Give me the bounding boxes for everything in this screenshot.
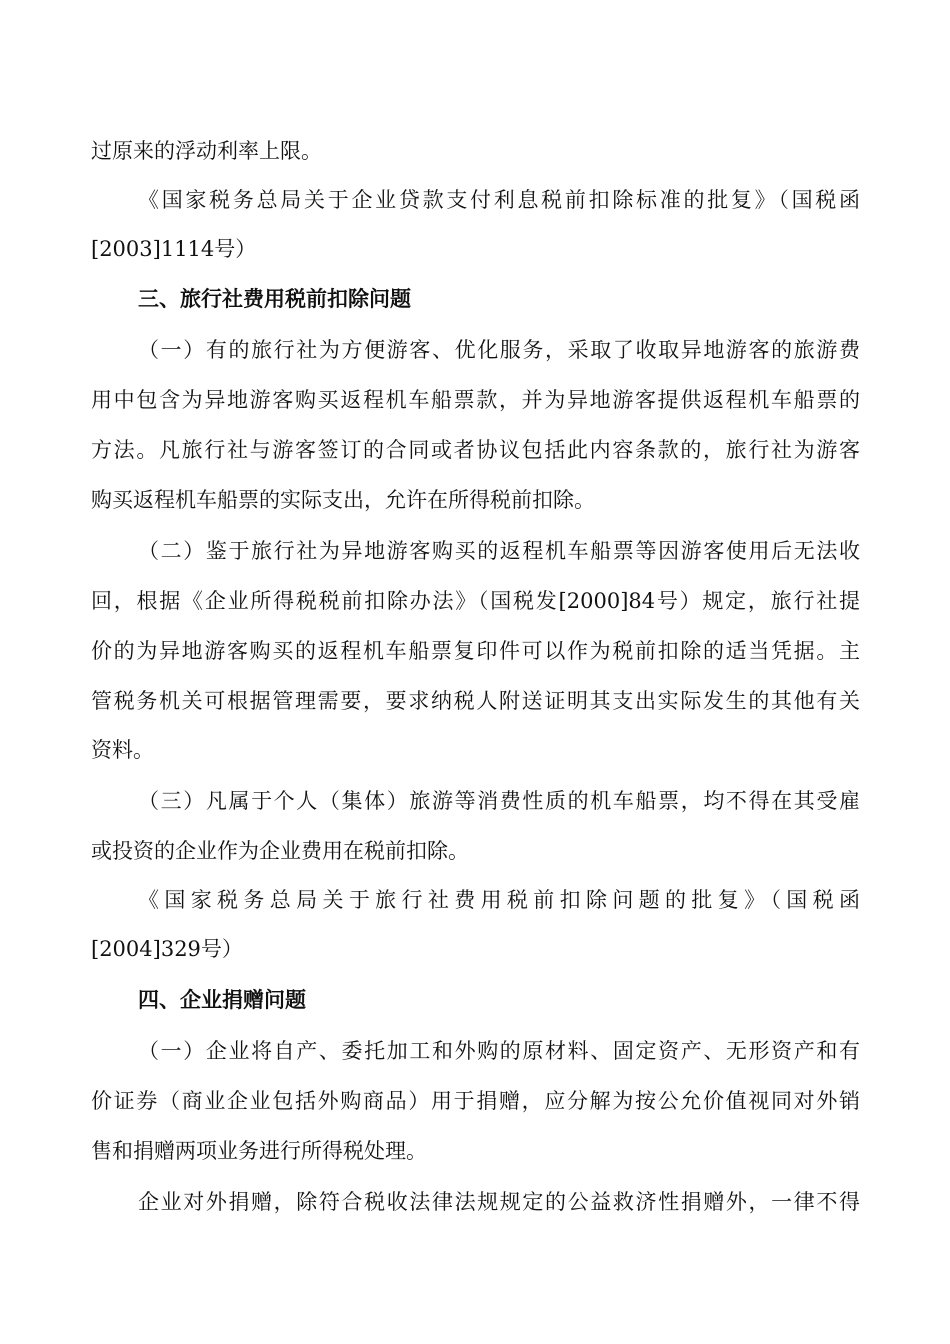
paragraph-line: 价的为异地游客购买的返程机车船票复印件可以作为税前扣除的适当凭据。主 <box>91 639 860 663</box>
paragraph-line: （一）有的旅行社为方便游客、优化服务，采取了收取异地游客的旅游费 <box>138 338 860 362</box>
citation-line: 《国家税务总局关于旅行社费用税前扣除问题的批复》（国税函 <box>138 888 860 912</box>
section-heading: 四、企业捐赠问题 <box>138 988 306 1012</box>
paragraph-line: 管税务机关可根据管理需要，要求纳税人附送证明其支出实际发生的其他有关 <box>91 689 860 713</box>
citation-line: 《国家税务总局关于企业贷款支付利息税前扣除标准的批复》（国税函 <box>138 188 860 212</box>
citation-line: [2003]1114号） <box>91 237 257 261</box>
paragraph-line: （二）鉴于旅行社为异地游客购买的返程机车船票等因游客使用后无法收 <box>138 539 860 563</box>
paragraph-line: 用中包含为异地游客购买返程机车船票款，并为异地游客提供返程机车船票的 <box>91 388 860 412</box>
paragraph-line: 或投资的企业作为企业费用在税前扣除。 <box>91 839 469 863</box>
paragraph-line: 企业对外捐赠，除符合税收法律法规规定的公益救济性捐赠外，一律不得 <box>138 1190 860 1214</box>
paragraph-line: （三）凡属于个人（集体）旅游等消费性质的机车船票，均不得在其受雇 <box>138 789 860 813</box>
paragraph-line: （一）企业将自产、委托加工和外购的原材料、固定资产、无形资产和有 <box>138 1039 860 1063</box>
section-heading: 三、旅行社费用税前扣除问题 <box>138 287 411 311</box>
paragraph-line: 回，根据《企业所得税税前扣除办法》（国税发[2000]84号）规定，旅行社提 <box>91 589 860 613</box>
citation-line: [2004]329号） <box>91 937 243 961</box>
paragraph-line: 价证券（商业企业包括外购商品）用于捐赠，应分解为按公允价值视同对外销 <box>91 1089 860 1113</box>
text-line: 过原来的浮动利率上限。 <box>91 139 322 163</box>
paragraph-line: 购买返程机车船票的实际支出，允许在所得税前扣除。 <box>91 488 595 512</box>
paragraph-line: 方法。凡旅行社与游客签订的合同或者协议包括此内容条款的，旅行社为游客 <box>91 438 860 462</box>
paragraph-line: 售和捐赠两项业务进行所得税处理。 <box>91 1139 427 1163</box>
paragraph-line: 资料。 <box>91 738 154 762</box>
